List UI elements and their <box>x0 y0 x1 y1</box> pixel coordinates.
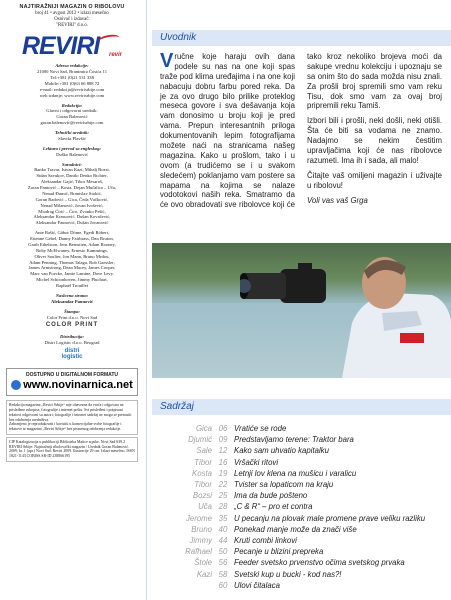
cip-notice <box>6 437 138 462</box>
toc-page: 58 <box>218 569 228 579</box>
table-of-contents <box>170 423 440 591</box>
contrib-line: Nenad Milanović, Jovan Ivošević, <box>40 202 104 208</box>
address-line: Mobile:+381 (0)63 66 888 72 <box>44 80 100 86</box>
toc-row[interactable] <box>170 445 440 456</box>
print-label: Štampa: <box>64 308 80 314</box>
toc-author: Štole <box>194 558 212 568</box>
cover-label: Naslovna strana: <box>55 292 89 298</box>
toc-author: Bozsi <box>192 491 212 501</box>
online-banner[interactable] <box>6 368 138 396</box>
dist-name: Distri Logistic d.o.o. Beograd <box>44 339 100 345</box>
toc-row[interactable] <box>170 501 440 512</box>
toc-article-title: Tvister sa lopaticom na kraju <box>234 480 334 490</box>
toc-row[interactable] <box>170 580 440 591</box>
online-line1: DOSTUPNO U DIGITALNOM FORMATU <box>25 371 119 378</box>
tech-label: Tehnički urednik: <box>55 130 89 136</box>
toc-article-title: U pecanju na plovak male promene prave veliku razliku <box>234 513 426 523</box>
editorial-title-bar <box>152 30 451 46</box>
contrib-line: Goran Radović – Gica, Čeda Vučković, <box>35 196 109 202</box>
toc-author: Djumić <box>188 435 212 445</box>
impressum-column <box>4 4 140 596</box>
globe-icon <box>11 380 21 390</box>
toc-article-title: Pecanje u blizini prepreka <box>234 547 324 557</box>
legal-notice <box>6 400 138 435</box>
toc-article-title: Vratiće se rode <box>234 424 287 434</box>
editorial-signature: Voli vas vaš Grga <box>307 195 368 205</box>
address-line: Tel:+381 (0)21 531 338 <box>50 75 94 81</box>
toc-article-title: Svetski kup u bucki - kod nas?! <box>234 569 342 579</box>
toc-article-title: Vršački ritovi <box>234 457 279 467</box>
logo-tag: revir <box>108 51 122 58</box>
toc-page: 12 <box>218 446 228 456</box>
toc-author: Gica <box>195 424 212 434</box>
editorial-dropcap: V <box>160 50 174 72</box>
photographer-photo <box>152 243 451 378</box>
logo-swoosh-icon <box>97 33 120 47</box>
distri-logistic-logo: distri logistic <box>61 347 83 360</box>
tech-name: Slaviša Plavšić <box>58 135 86 141</box>
toc-article-title: Ponekad manje može da znači više <box>234 524 357 534</box>
contrib-line: Ranko Travar, Istvan Kazi, Mihalj Bozsi, <box>34 167 110 173</box>
toc-page: 19 <box>218 468 228 478</box>
editorial-paragraph: Izbori bili i prošli, neki došli, neki otišli. Šta će biti sa vodama ne znamo. Nadajmo se nekim čestitim upravljačima koji će nas ribolovce razumeti. Ima ih i sada, ali malo! <box>307 116 442 165</box>
lector-label: Lektura i prevod sa engleskog: <box>42 145 102 151</box>
toc-row[interactable] <box>170 468 440 479</box>
toc-row[interactable] <box>170 546 440 557</box>
address-label: Adresa redakcije: <box>55 63 89 69</box>
toc-author: Rafhael <box>185 547 212 557</box>
toc-article-title: Predstavljamo terene: Traktor bara <box>234 435 354 445</box>
toc-page: 22 <box>218 480 228 490</box>
impressum-founder-name: "REVIRI" d.o.o. <box>56 23 88 29</box>
logo-wordmark: REVIRI <box>22 32 100 61</box>
toc-page: 25 <box>218 491 228 501</box>
editorial-title: Uvodnik <box>160 32 197 43</box>
toc-page: 06 <box>218 424 228 434</box>
toc-author: Bruno <box>191 524 212 534</box>
toc-page: 50 <box>218 547 228 557</box>
editorial-line: Glavni i odgovorni urednik: <box>46 108 98 114</box>
toc-author: Tibor <box>194 480 212 490</box>
contrib2-line: Raphaël Trouillet <box>55 283 89 289</box>
lector-name: Duško Balenović <box>56 151 88 157</box>
online-url-link[interactable]: www.novinarnica.net <box>23 379 133 392</box>
editorial-text <box>160 52 442 238</box>
toc-page: 40 <box>218 524 228 534</box>
editorial-line: Goran Balenović <box>56 114 88 120</box>
color-print-logo: COLOR PRINT <box>45 322 99 329</box>
photo-person-image <box>322 253 451 378</box>
dist-label: Distribucija: <box>60 334 84 340</box>
toc-title: Sadržaj <box>160 401 194 412</box>
toc-page: 56 <box>218 558 228 568</box>
legal-text: Redakcija magazina „Reviri Srbije“ nije obavezna da vraća i odgovara na prisleđene rukopise, fotografije i internet poštu. Svi prisleđeni i potpisani tekstovi odgovorni su autori; fotografije i internet sadržaj ne mogu se prenositi bez odobrenja uredništva. <box>9 403 132 422</box>
toc-row[interactable] <box>170 524 440 535</box>
toc-row[interactable] <box>170 457 440 468</box>
toc-page: 28 <box>218 502 228 512</box>
contrib2-line: Michel Schoonhoven, Jimmy Pluchart, <box>36 277 108 283</box>
reviri-logo <box>18 33 126 59</box>
toc-row[interactable] <box>170 535 440 546</box>
contrib-line: Nenad Đumić, Branislav Stokić, <box>42 190 102 196</box>
toc-article-title: „C & R“ – pro et contra <box>234 502 313 512</box>
cover-name: Aleksandar Paunović <box>51 298 93 304</box>
toc-author: Kazi <box>196 569 212 579</box>
toc-row[interactable] <box>170 479 440 490</box>
editorial-paragraph: ručne koje haraju ovih dana podele su nas na one koji spas traže pod klima uređajima i na one koji nabacuju dobru farbu pored reka. Da je za ovo drugo bilo prilike proteklog meseca govore i sva dešavanja koja vam donosimo u broju koji je pred vama. Prepun interesantnih priloga dokumentovanih lepim fotografijama možete naći na stranicama našeg magazina. Kako u prošlom, tako i u ovom (a trudićemo se i u svakom sledećem) poklanjamo vam postere sa mapama na kojima se nalaze vodotokovi naših reka. Smatramo da će ovo obradovati sve ribolovce koji će tako kroz nekoliko brojeva moći da sakupe vrednu kolekciju i upoznaju se sa onim što do sada možda nisu znali. Za prošli broj spremili smo vam reku Tisu, dok smo vam za ovaj broj pripremili reku Tamiš. <box>160 52 442 210</box>
contrib2-line: Adam Penning, Thomas Talaga, Rob Gaessler, <box>29 259 115 265</box>
toc-author: Jimmy <box>189 535 212 545</box>
toc-page: 44 <box>218 535 228 545</box>
toc-page: 35 <box>218 513 228 523</box>
toc-author: Tibor <box>194 457 212 467</box>
contrib-line: Aleksandar Paunović, Dušan Jovanović <box>35 220 109 226</box>
toc-row[interactable] <box>170 557 440 568</box>
impressum-header: NAJTIRAŽNIJI MAGAZIN O RIBOLOVU <box>19 4 125 10</box>
contrib2-line: Etienne Gebel, Danny Fairbrass, Dan Bruton, <box>30 236 114 242</box>
toc-author: Jerome <box>186 513 212 523</box>
toc-article-title: Ima da bude pošteno <box>234 491 308 501</box>
contrib2-line: Marc van Poecke, Jamie Lamine, Dave Levy, <box>30 271 114 277</box>
column-divider <box>146 0 147 600</box>
toc-row[interactable] <box>170 434 440 445</box>
contrib-line: Aleksandar Gajić, Tibor Mesaroš, <box>40 179 104 185</box>
toc-page: 60 <box>218 580 228 590</box>
toc-title-bar <box>152 399 451 415</box>
contrib2-line: Oliver Soulier, Jon Mann, Bruno Mrdou, <box>34 253 110 259</box>
toc-page: 16 <box>218 457 228 467</box>
toc-author: Uča <box>198 502 212 512</box>
contrib-line: Miodrag Ćirić – Ćiro, Zvonko Pešić, <box>38 208 106 214</box>
toc-article-title: Kako sam uhvatio kapitalku <box>234 446 329 456</box>
toc-article-title: Kruti combi linkovi <box>234 535 297 545</box>
toc-author: Sale <box>196 446 212 456</box>
impressum-founder: Osnivač i izdavač: <box>54 17 90 23</box>
address-line: web izdanje: www.revirisrbije.com <box>39 92 105 98</box>
print-name: Color Print d.o.o. Novi Sad <box>46 314 98 320</box>
toc-row[interactable] <box>170 423 440 434</box>
contrib-label: Saradnici: <box>62 161 82 167</box>
impressum-issue: broj 41 • avgust 2012 • izlazi mesečno <box>35 10 109 16</box>
contrib-line: Aleksandar Krasuović, Dušan Kovačević, <box>33 214 111 220</box>
editorial-label: Redakcija: <box>61 102 83 108</box>
toc-page: 09 <box>218 435 228 445</box>
contrib2-line: Garth Ethelston, Jens Bernstien, Adam Rooney, <box>28 241 116 247</box>
toc-row[interactable] <box>170 513 440 524</box>
contrib-line: Zoran Pantović – Kosta, Dejan Mučalica – Uča, <box>27 185 117 191</box>
editorial-paragraph: Čitajte vaš omiljeni magazin i uživajte u ribolovu! <box>307 170 442 190</box>
toc-article-title: Ulovi čitalaca <box>234 580 280 590</box>
toc-author: Kosta <box>192 468 212 478</box>
address-line: 21000 Novi Sad, Branimira Ćosića 11 <box>36 69 107 75</box>
contrib-line: Stdan Savukov, Danilo Denko Richter, <box>36 173 108 179</box>
editorial-line: goran.balenovic@revirisrbije.com <box>40 120 104 126</box>
contrib2-line: Roby McElwaney, Ernesto Kammings, <box>36 247 108 253</box>
camera-icon <box>240 261 340 311</box>
toc-row[interactable] <box>170 568 440 579</box>
toc-row[interactable] <box>170 490 440 501</box>
cip-text: CIP Katalogizacija u publikaciji Biblioteka Matice srpske, Novi Sad 639.2 REVIRI Srbije: Najtiražniji ribolovački magazin / Urednik Goran Balenović. 2009; br. 1 (apr.) Novi Sad: Reviri 2009. Ilustracije 29 cm. Izlazi mesečno. ISSN 1821-1143 COBISS.SR-ID 238866195 <box>9 439 135 459</box>
contrib2-line: James Armstrong, Dean Macey, James Cooper, <box>28 265 116 271</box>
toc-article-title: Feeder svetsko prvenstvo očima svetskog prvaka <box>234 558 405 568</box>
contrib2-line: Ante Rašić, Gábor Döme, Egedi Róbert, <box>34 230 110 236</box>
toc-article-title: Letnji lov klena na mušicu i varalicu <box>234 468 357 478</box>
legal-text: Zabranjeno je reprodukovati i koristiti u komercijalne svrhe fotografije i tekstove iz magazina „Reviri Srbije“ bez pismenog odobrenja redakcije. <box>9 422 122 432</box>
address-line: e-mail: redakcija@revirisrbije.com <box>39 86 105 92</box>
